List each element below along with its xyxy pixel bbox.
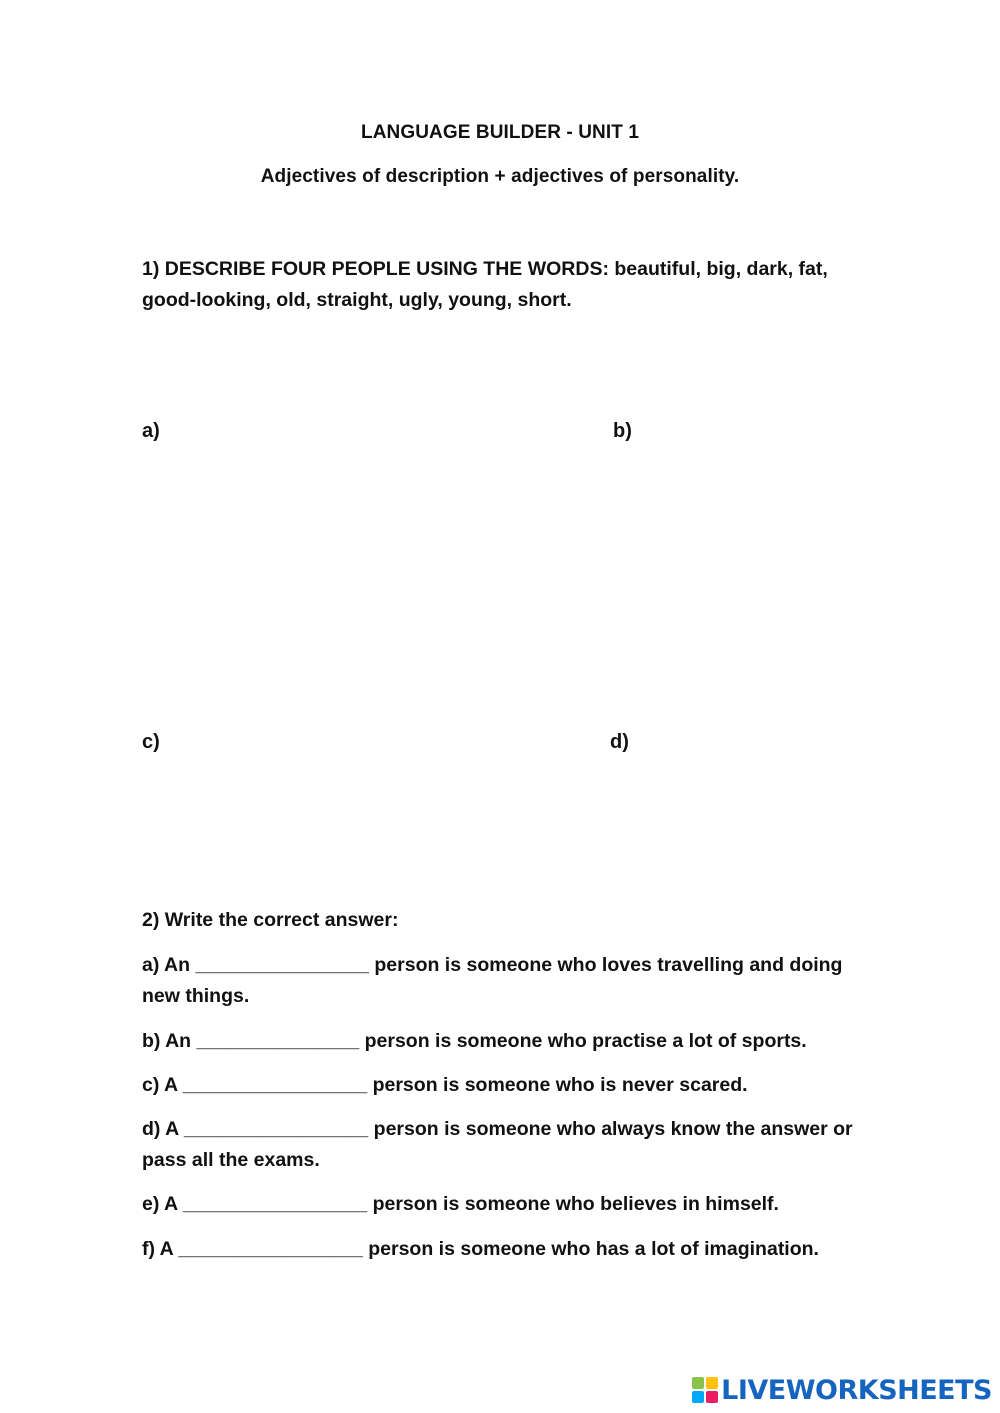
logo-square	[706, 1391, 718, 1403]
exercise-2-item-c: c) A _________________ person is someone who is never scared.	[142, 1074, 748, 1096]
page-title: LANGUAGE BUILDER - UNIT 1	[361, 122, 639, 143]
logo-text: LIVEWORKSHEETS	[721, 1374, 992, 1406]
exercise-2-instruction: 2) Write the correct answer:	[142, 909, 399, 931]
exercise-1-label-a: a)	[142, 420, 160, 442]
exercise-1-instruction: 1) DESCRIBE FOUR PEOPLE USING THE WORDS: beautiful, big, dark, fat, good-looking, old, straight, ugly, young, short.	[142, 258, 828, 311]
logo-square	[692, 1391, 704, 1403]
liveworksheets-icon	[692, 1377, 718, 1403]
exercise-1-label-b: b)	[613, 420, 632, 442]
logo-square	[706, 1377, 718, 1389]
exercise-2-item-b: b) An _______________ person is someone who practise a lot of sports.	[142, 1030, 807, 1052]
exercise-2-item-d: d) A _________________ person is someone who always know the answer or pass all the exams.	[142, 1118, 853, 1171]
page-subtitle: Adjectives of description + adjectives of personality.	[260, 166, 740, 187]
liveworksheets-logo	[692, 1373, 992, 1407]
exercise-1-label-d: d)	[610, 731, 629, 753]
exercise-2-item-a: a) An ________________ person is someone who loves travelling and doing new things.	[142, 954, 843, 1007]
exercise-1-label-c: c)	[142, 731, 160, 753]
logo-square	[692, 1377, 704, 1389]
exercise-2-item-f: f) A _________________ person is someone who has a lot of imagination.	[142, 1238, 819, 1260]
exercise-2-item-e: e) A _________________ person is someone who believes in himself.	[142, 1193, 779, 1215]
